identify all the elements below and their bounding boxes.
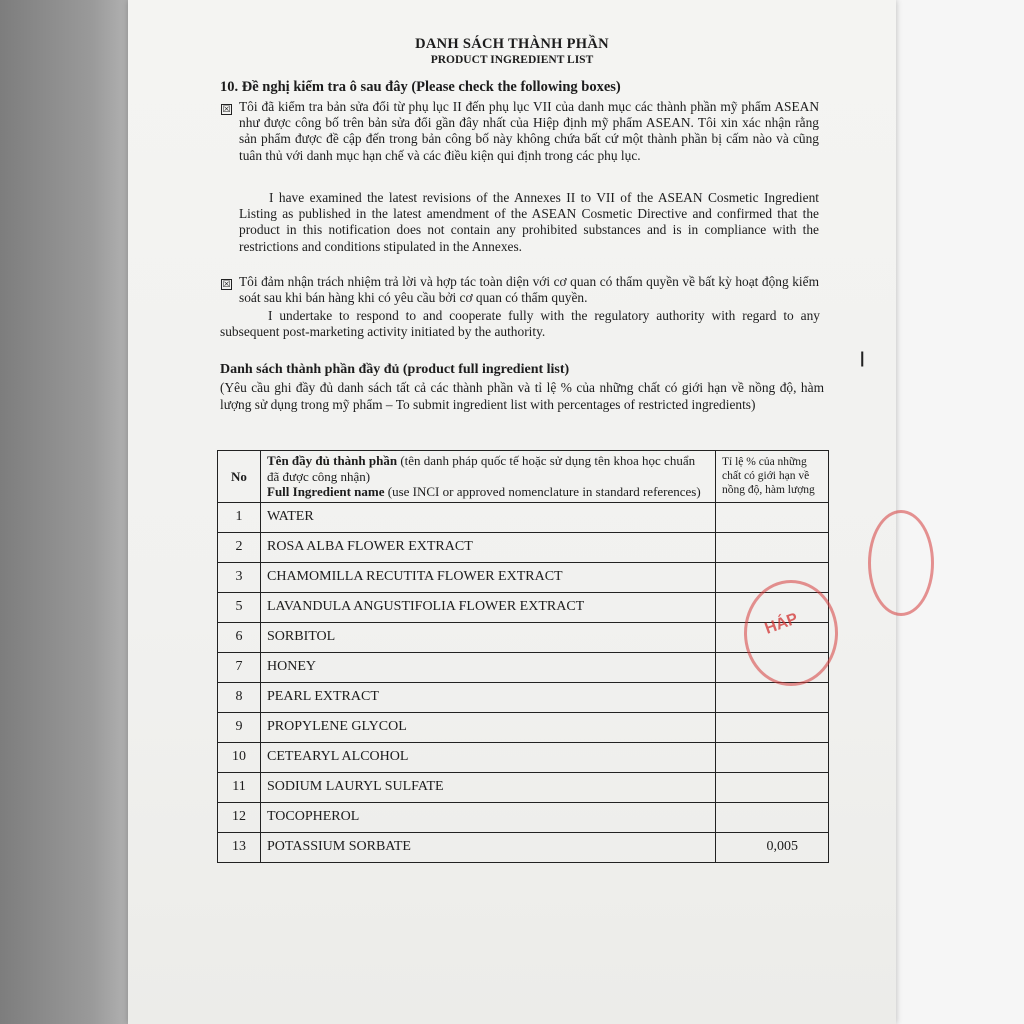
table-header-row [218, 451, 829, 503]
ingredient-name: PROPYLENE GLYCOL [261, 712, 716, 742]
ingredient-percentage [716, 742, 829, 772]
row-number: 13 [218, 832, 261, 862]
header-name-vi-rest: (tên danh pháp quốc tế hoặc sử dụng tên khoa học chuẩn đã được công nhận) [267, 453, 696, 484]
ingredient-name: SODIUM LAURYL SULFATE [261, 772, 716, 802]
row-number: 3 [218, 562, 261, 592]
table-row [218, 652, 829, 682]
ingredient-name: LAVANDULA ANGUSTIFOLIA FLOWER EXTRACT [261, 592, 716, 622]
checked-box-1[interactable]: ☒ [222, 104, 231, 114]
ingredient-name: SORBITOL [261, 622, 716, 652]
document-subtitle: PRODUCT INGREDIENT LIST [430, 54, 594, 66]
ingredient-percentage [716, 712, 829, 742]
section-10-heading: 10. Đề nghị kiểm tra ô sau đây (Please check the following boxes) [220, 79, 621, 95]
row-number: 1 [218, 502, 261, 532]
adjacent-page [894, 0, 1024, 1024]
header-name-en-rest: (use INCI or approved nomenclature in standard references) [387, 484, 701, 499]
paragraph-2-english: I undertake to respond to and cooperate fully with the regulatory authority with regard to any subsequent post-marketing activity initiated by the authority. [220, 308, 820, 340]
table-row [218, 622, 829, 652]
ingredient-name: TOCOPHEROL [261, 802, 716, 832]
table-row [218, 562, 829, 592]
header-ingredient-name [261, 451, 716, 503]
table-row [218, 802, 829, 832]
header-no: No [218, 451, 261, 503]
margin-mark: | [860, 350, 865, 367]
ingredient-percentage [716, 802, 829, 832]
row-number: 2 [218, 532, 261, 562]
header-percentage: Tỉ lệ % của những chất có giới hạn về nồng độ, hàm lượng [716, 451, 829, 503]
table-row [218, 502, 829, 532]
row-number: 9 [218, 712, 261, 742]
row-number: 5 [218, 592, 261, 622]
table-row [218, 772, 829, 802]
red-seal-stamp-partial [868, 510, 934, 616]
document-title: DANH SÁCH THÀNH PHẦN [415, 36, 609, 52]
table-row [218, 832, 829, 862]
ingredient-list-title: Danh sách thành phần đầy đủ (product full ingredient list) [220, 362, 570, 377]
ingredient-name: ROSA ALBA FLOWER EXTRACT [261, 532, 716, 562]
ingredient-name: CHAMOMILLA RECUTITA FLOWER EXTRACT [261, 562, 716, 592]
document-page [128, 0, 896, 1024]
ingredient-list-note: (Yêu cầu ghi đầy đủ danh sách tất cả các thành phần và tỉ lệ % của những chất có giới hạn về nồng độ, hàm lượng sử dụng trong mỹ phẩm – To submit ingredient list with percentages of restricted ingredients) [220, 380, 824, 412]
stamp-text: HÁP [762, 610, 801, 638]
row-number: 8 [218, 682, 261, 712]
row-number: 6 [218, 622, 261, 652]
ingredient-name: CETEARYL ALCOHOL [261, 742, 716, 772]
row-number: 7 [218, 652, 261, 682]
ingredient-percentage [716, 682, 829, 712]
ingredient-name: WATER [261, 502, 716, 532]
header-name-en-bold: Full Ingredient name [267, 484, 385, 499]
ingredient-percentage [716, 772, 829, 802]
ingredient-percentage [716, 532, 829, 562]
ingredient-percentage [716, 502, 829, 532]
table-row [218, 742, 829, 772]
table-row [218, 712, 829, 742]
paragraph-1-english: I have examined the latest revisions of the Annexes II to VII of the ASEAN Cosmetic Ingredient Listing as published in the latest amendment of the ASEAN Cosmetic Directive and confirmed that the product in this notification does not contain any prohibited substances and is in compliance with the restrictions and conditions stipulated in the Annexes. [239, 190, 819, 254]
background-left [0, 0, 132, 1024]
row-number: 11 [218, 772, 261, 802]
paragraph-2-vietnamese: Tôi đảm nhận trách nhiệm trả lời và hợp tác toàn diện với cơ quan có thẩm quyền về bất kỳ hoạt động kiểm soát sau khi bán hàng khi có yêu cầu bởi cơ quan có thẩm quyền. [239, 274, 819, 306]
paragraph-1-vietnamese: Tôi đã kiểm tra bản sửa đổi từ phụ lục II đến phụ lục VII của danh mục các thành phần mỹ phẩm ASEAN như được công bố trên bản sửa đổi gần đây nhất của Hiệp định mỹ phẩm ASEAN. Tôi xin xác nhận rằng sản phẩm được đề cập đến trong bản công bố này không chứa bất cứ một thành phần bị cấm nào và cũng tuân thủ với danh mục hạn chế và các điều kiện qui định trong các phụ lục. [239, 99, 819, 163]
table-row [218, 532, 829, 562]
ingredient-table [217, 450, 829, 863]
table-row [218, 682, 829, 712]
ingredient-name: PEARL EXTRACT [261, 682, 716, 712]
row-number: 10 [218, 742, 261, 772]
row-number: 12 [218, 802, 261, 832]
ingredient-name: HONEY [261, 652, 716, 682]
ingredient-percentage: 0,005 [716, 832, 829, 862]
ingredient-name: POTASSIUM SORBATE [261, 832, 716, 862]
table-row [218, 592, 829, 622]
header-name-vi-bold: Tên đầy đủ thành phần [267, 453, 398, 468]
checked-box-2[interactable]: ☒ [222, 279, 231, 289]
